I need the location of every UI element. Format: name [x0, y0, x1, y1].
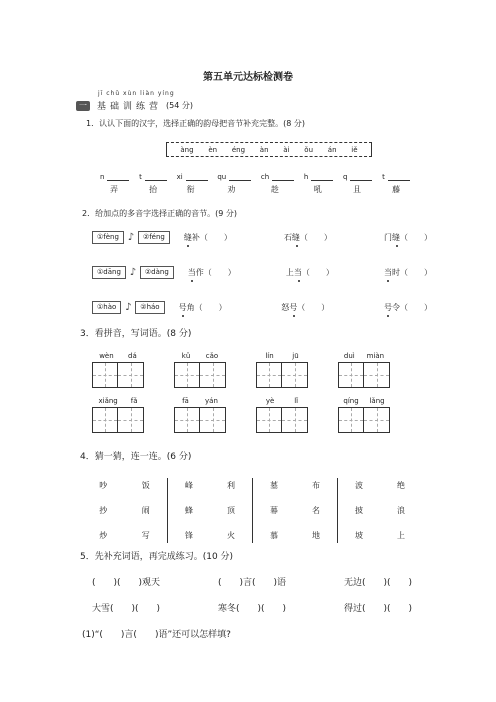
matching-char[interactable]: 火 — [227, 531, 235, 540]
word-writing-group — [256, 352, 308, 388]
rhyme-option: èn — [208, 145, 218, 154]
syllable-hanzi: 劝 — [227, 185, 236, 194]
rhyme-option: àn — [259, 145, 269, 154]
polyphone-word: 当作（ ） — [188, 267, 236, 278]
matching-table — [82, 478, 422, 543]
writing-cell[interactable] — [200, 362, 226, 388]
rhyme-options-box — [166, 142, 372, 157]
question-1-prompt: 1．认认下面的汉字，选择正确的韵母把音节补充完整。(8 分) — [86, 119, 305, 128]
pinyin-syllable: dá — [128, 352, 137, 360]
section-name: 基础训练营 — [97, 102, 163, 112]
word-writing-group — [92, 397, 144, 433]
pinyin-syllable: lǎng — [369, 397, 385, 405]
idiom-fill-row — [92, 601, 412, 614]
polyphone-row — [92, 227, 432, 247]
word-writing-group — [92, 352, 144, 388]
syllable-initial: t — [139, 173, 142, 181]
syllable-initial: xi — [176, 173, 183, 181]
matching-char[interactable]: 闹 — [141, 506, 150, 515]
polyphone-word: 号令（ ） — [384, 302, 432, 313]
matching-char[interactable]: 吵 — [99, 481, 108, 490]
matching-char[interactable]: 布 — [312, 481, 320, 490]
syllable-item — [177, 173, 208, 195]
polyphone-row — [92, 297, 432, 317]
syllable-initial: ch — [260, 173, 270, 181]
syllable-hanzi: 抬 — [149, 185, 158, 194]
question-5-prompt: 5．先补充词语，再完成练习。(10 分) — [80, 552, 234, 562]
pinyin-syllable: duì — [343, 352, 355, 360]
word-writing-group — [256, 397, 308, 433]
rhyme-option: iě — [351, 145, 358, 154]
rhyme-option: án — [327, 145, 337, 154]
question-2-prompt: 2．给加点的多音字选择正确的音节。(9 分) — [82, 209, 237, 218]
syllable-blank[interactable] — [186, 173, 208, 181]
pinyin-syllable: jū — [292, 352, 299, 360]
syllable-completion-row — [100, 173, 410, 195]
matching-char[interactable]: 墓 — [270, 481, 278, 490]
section-header — [76, 99, 193, 112]
question-4-prompt: 4．猜一猜，连一连。(6 分) — [80, 452, 192, 462]
matching-char[interactable]: 上 — [397, 531, 405, 540]
polyphone-word: 缝补（ ） — [184, 232, 232, 243]
pinyin-option: ②dàng — [140, 266, 174, 279]
syllable-blank[interactable] — [272, 173, 294, 181]
pinyin-option: ①hào — [92, 301, 121, 314]
pinyin-syllable: yè — [265, 397, 275, 405]
syllable-initial: n — [100, 173, 105, 181]
matching-column — [167, 478, 252, 543]
matching-char[interactable]: 蜂 — [185, 506, 193, 515]
section-score: (54 分) — [166, 101, 193, 110]
section-pinyin: jī chǔ xùn liàn yíng — [98, 90, 175, 97]
matching-char[interactable]: 名 — [312, 506, 320, 515]
speaker-icon: ♪ — [127, 231, 135, 243]
writing-cell[interactable] — [282, 362, 308, 388]
matching-char[interactable]: 浪 — [397, 506, 405, 515]
pinyin-syllable: xiǎng — [98, 397, 118, 405]
pinyin-syllable: lǐ — [294, 397, 299, 405]
writing-cell[interactable] — [174, 407, 200, 433]
syllable-item — [100, 173, 129, 195]
matching-char[interactable]: 幕 — [270, 506, 278, 515]
rhyme-option: ǒu — [304, 145, 314, 154]
syllable-item — [343, 173, 372, 195]
matching-char[interactable]: 地 — [312, 531, 320, 540]
writing-cell[interactable] — [338, 362, 364, 388]
matching-char[interactable]: 写 — [141, 531, 150, 540]
syllable-hanzi: 藤 — [392, 185, 401, 194]
polyphone-word: 石缝（ ） — [284, 232, 332, 243]
syllable-hanzi: 趁 — [270, 185, 279, 194]
rhyme-option: àng — [180, 145, 194, 154]
question-3-prompt: 3．看拼音，写词语。(8 分) — [80, 329, 192, 339]
rhyme-option: ài — [283, 145, 290, 154]
writing-cell[interactable] — [256, 407, 282, 433]
pinyin-syllable: yán — [205, 397, 218, 405]
word-writing-group — [174, 352, 226, 388]
syllable-item — [217, 173, 251, 195]
writing-cell[interactable] — [282, 407, 308, 433]
matching-char[interactable]: 利 — [227, 481, 235, 490]
syllable-item — [382, 173, 410, 195]
matching-char[interactable]: 波 — [355, 481, 363, 490]
syllable-blank[interactable] — [229, 173, 251, 181]
syllable-hanzi: 吼 — [313, 185, 322, 194]
rhyme-option: éng — [231, 145, 246, 154]
syllable-blank[interactable] — [388, 173, 410, 181]
writing-cell[interactable] — [200, 407, 226, 433]
speaker-icon: ♪ — [125, 301, 132, 313]
matching-char[interactable]: 绝 — [397, 481, 405, 490]
pinyin-syllable: miàn — [366, 352, 385, 360]
idiom-fill[interactable]: 得过( )( ) — [343, 604, 412, 614]
idiom-fill[interactable]: ( )言( )语 — [217, 578, 287, 588]
pinyin-option: ②féng — [138, 231, 170, 244]
polyphone-row — [92, 262, 432, 282]
idiom-fill-row — [92, 575, 412, 588]
writing-cell[interactable] — [92, 362, 118, 388]
matching-char[interactable]: 坡 — [355, 531, 363, 540]
pinyin-option: ②háo — [135, 301, 164, 314]
syllable-blank[interactable] — [107, 173, 129, 181]
writing-cell[interactable] — [256, 362, 282, 388]
pinyin-option: ①fèng — [92, 231, 124, 244]
pinyin-syllable: fǎ — [130, 397, 138, 405]
matching-char[interactable]: 饭 — [141, 481, 150, 490]
idiom-fill[interactable]: 大雪( )( ) — [92, 604, 161, 614]
syllable-blank[interactable] — [350, 173, 372, 181]
syllable-item — [261, 173, 294, 195]
syllable-hanzi: 衔 — [186, 185, 195, 194]
matching-char[interactable]: 披 — [355, 506, 363, 515]
word-writing-group — [174, 397, 226, 433]
sub-question-1: (1)“( )言( )语”还可以怎样填? — [82, 630, 231, 640]
polyphone-word: 当时（ ） — [384, 267, 432, 278]
writing-cell[interactable] — [174, 362, 200, 388]
pinyin-option: ①dāng — [92, 266, 126, 279]
matching-column — [252, 478, 337, 543]
syllable-hanzi: 且 — [353, 185, 362, 194]
syllable-hanzi: 弄 — [110, 185, 118, 194]
polyphone-word: 门缝（ ） — [384, 232, 432, 243]
matching-char[interactable]: 顶 — [227, 506, 235, 515]
matching-char[interactable]: 峰 — [185, 481, 193, 490]
idiom-fill[interactable]: 寒冬( )( ) — [217, 604, 287, 614]
page-title: 第五单元达标检测卷 — [203, 72, 293, 83]
matching-char[interactable]: 炒 — [99, 531, 108, 540]
syllable-item — [304, 173, 333, 195]
writing-cell[interactable] — [118, 362, 144, 388]
idiom-fill[interactable]: 无边( )( ) — [343, 578, 412, 588]
pinyin-syllable: lín — [265, 352, 274, 360]
matching-char[interactable]: 慕 — [270, 531, 278, 540]
pinyin-syllable: fā — [182, 397, 189, 405]
syllable-item — [139, 173, 167, 195]
writing-cell[interactable] — [338, 407, 364, 433]
syllable-initial: qu — [217, 173, 227, 181]
writing-cell[interactable] — [118, 407, 144, 433]
word-writing-group — [338, 352, 390, 388]
syllable-blank[interactable] — [311, 173, 333, 181]
syllable-blank[interactable] — [145, 173, 167, 181]
pinyin-syllable: qíng — [343, 397, 359, 405]
pinyin-syllable: cǎo — [205, 352, 219, 360]
writing-cell[interactable] — [92, 407, 118, 433]
writing-cell[interactable] — [364, 407, 390, 433]
polyphone-word: 上当（ ） — [286, 267, 334, 278]
syllable-initial: h — [303, 173, 309, 181]
section-number-badge: 一 — [76, 101, 90, 111]
syllable-initial: q — [343, 173, 348, 181]
speaker-icon: ♪ — [129, 266, 137, 278]
matching-column — [82, 478, 167, 543]
idiom-fill[interactable]: ( )( )观天 — [92, 578, 161, 588]
polyphone-word: 号角（ ） — [179, 302, 227, 313]
matching-char[interactable]: 锋 — [185, 531, 193, 540]
pinyin-syllable: wèn — [99, 352, 114, 360]
matching-column — [337, 478, 422, 543]
pinyin-syllable: kǔ — [181, 352, 191, 360]
polyphone-word: 怒号（ ） — [281, 302, 329, 313]
matching-char[interactable]: 抄 — [99, 506, 108, 515]
writing-cell[interactable] — [364, 362, 390, 388]
word-writing-group — [338, 397, 390, 433]
syllable-initial: t — [382, 173, 385, 181]
